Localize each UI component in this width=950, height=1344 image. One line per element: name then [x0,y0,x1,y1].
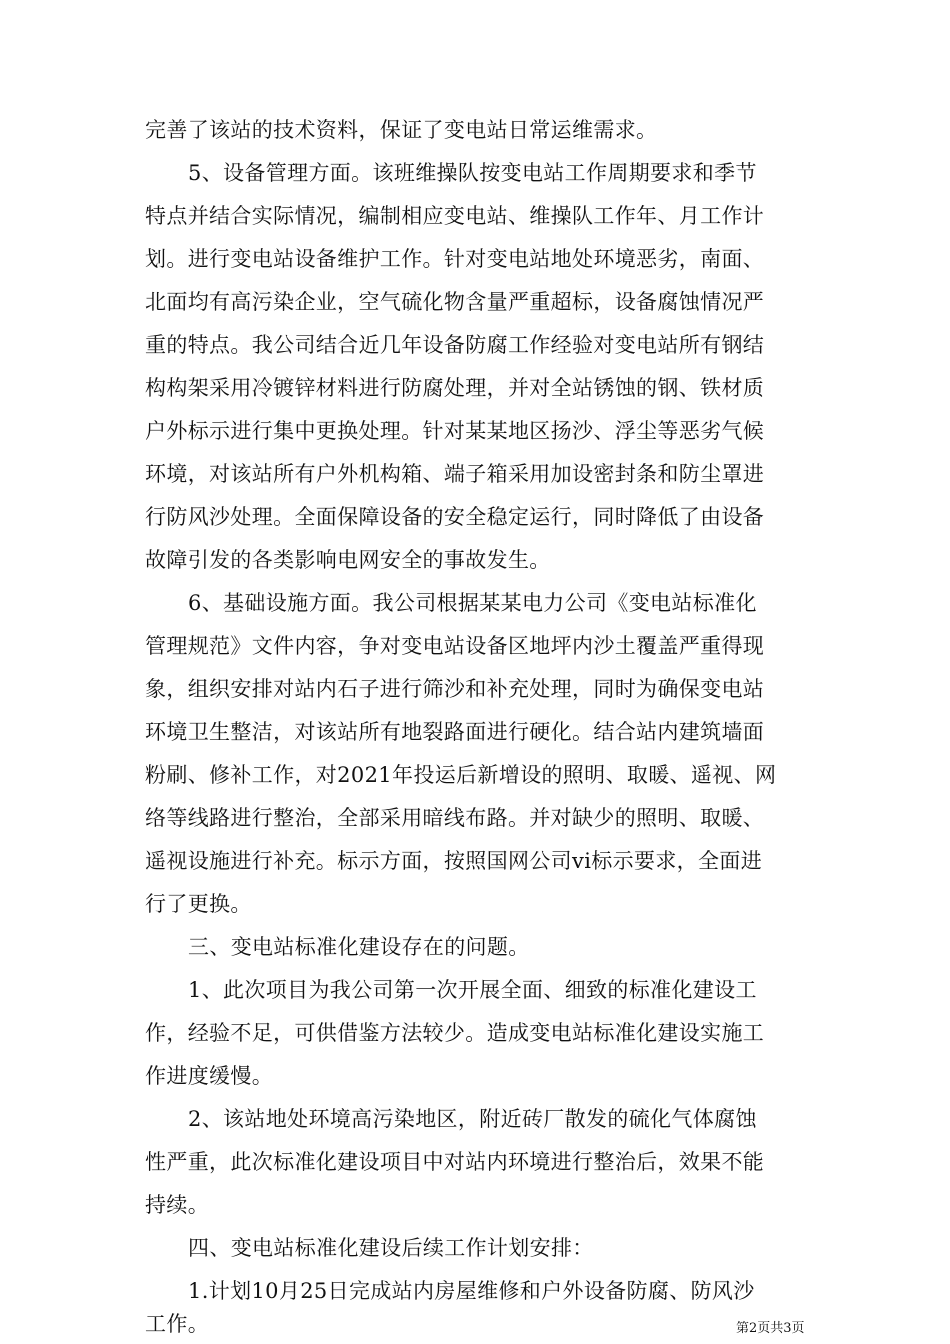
text-line: 行了更换。 [145,892,252,916]
text-line: 作进度缓慢。 [145,1064,274,1088]
text-line: 管理规范》文件内容，争对变电站设备区地坪内沙土覆盖严重得现 [145,634,765,658]
text-line: 遥视设施进行补充。标示方面，按照国网公司vi标示要求，全面进 [145,849,763,873]
text-line: 环境，对该站所有户外机构箱、端子箱采用加设密封条和防尘罩进 [145,462,765,486]
text-line: 象，组织安排对站内石子进行筛沙和补充处理，同时为确保变电站 [145,677,765,701]
text-line: 络等线路进行整治，全部采用暗线布路。并对缺少的照明、取暖、 [145,806,765,830]
text-line: 2、该站地处环境高污染地区，附近砖厂散发的硫化气体腐蚀 [188,1107,757,1131]
text-line: 完善了该站的技术资料，保证了变电站日常运维需求。 [145,118,658,142]
text-line: 粉刷、修补工作，对2021年投运后新增设的照明、取暖、遥视、网 [145,763,777,787]
page-number: 第2页共3页 [736,1321,805,1336]
text-line: 行防风沙处理。全面保障设备的安全稳定运行，同时降低了由设备 [145,505,765,529]
text-line: 北面均有高污染企业，空气硫化物含量严重超标，设备腐蚀情况严 [145,290,765,314]
section-heading: 三、变电站标准化建设存在的问题。 [188,935,530,959]
text-line: 性严重，此次标准化建设项目中对站内环境进行整治后，效果不能 [145,1150,765,1174]
text-line: 环境卫生整洁，对该站所有地裂路面进行硬化。结合站内建筑墙面 [145,720,765,744]
text-line: 5、设备管理方面。该班维操队按变电站工作周期要求和季节 [188,161,757,185]
text-line: 户外标示进行集中更换处理。针对某某地区扬沙、浮尘等恶劣气候 [145,419,765,443]
text-line: 特点并结合实际情况，编制相应变电站、维操队工作年、月工作计 [145,204,765,228]
text-line: 1、此次项目为我公司第一次开展全面、细致的标准化建设工 [188,978,757,1002]
text-line: 持续。 [145,1193,210,1217]
text-line: 1.计划10月25日完成站内房屋维修和户外设备防腐、防风沙 [188,1279,755,1303]
text-line: 工作。 [145,1312,210,1336]
text-line: 6、基础设施方面。我公司根据某某电力公司《变电站标准化 [188,591,757,615]
section-heading: 四、变电站标准化建设后续工作计划安排： [188,1236,594,1260]
text-line: 划。进行变电站设备维护工作。针对变电站地处环境恶劣，南面、 [145,247,765,271]
text-line: 作，经验不足，可供借鉴方法较少。造成变电站标准化建设实施工 [145,1021,765,1045]
text-line: 重的特点。我公司结合近几年设备防腐工作经验对变电站所有钢结 [145,333,765,357]
text-line: 构构架采用冷镀锌材料进行防腐处理，并对全站锈蚀的钢、铁材质 [145,376,765,400]
text-line: 故障引发的各类影响电网安全的事故发生。 [145,548,551,572]
